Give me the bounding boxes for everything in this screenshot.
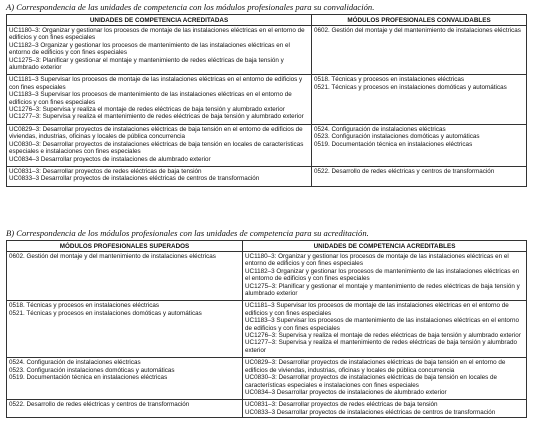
section-a-header-modules: MÓDULOS PROFESIONALES CONVALIDABLES	[312, 15, 527, 26]
competencies-cell	[243, 252, 527, 301]
table-row	[7, 124, 527, 166]
competencies-cell	[243, 400, 527, 418]
module-item: 0523. Configuración instalaciones domóticas y automáticas	[9, 366, 175, 374]
module-item: 0524. Configuración de instalaciones eléctricas	[9, 359, 141, 367]
competency-unit: UC0834–3 Desarrollar proyectos de instalaciones de alumbrado exterior	[245, 388, 447, 396]
competency-unit: UC1277–3: Supervisa y realiza el mantenimiento de redes eléctricas de baja tensión y alumbrado exterior	[245, 339, 517, 354]
section-b-header-modules: MÓDULOS PROFESIONALES SUPERADOS	[7, 241, 243, 252]
modules-cell	[7, 301, 243, 358]
section-a-heading: A) Correspondencia de las unidades de competencia con los módulos profesionales para su convalidación.	[6, 2, 375, 12]
competency-unit: UC0833–3 Desarrollar proyectos de instalaciones eléctricas de centros de transformación	[245, 408, 496, 416]
section-a-header-competencies: UNIDADES DE COMPETENCIA ACREDITADAS	[7, 15, 312, 26]
competency-unit: UC1180–3: Organizar y gestionar los procesos de montaje de las instalaciones eléctricas en el entorno de edificios y con fines especiales	[9, 27, 305, 42]
competency-unit: UC1277–3: Supervisa y realiza el mantenimiento de redes eléctricas de baja tensión y alumbrado exterior	[9, 113, 304, 121]
module-item: 0522. Desarrollo de redes eléctricas y centros de transformación	[9, 401, 190, 409]
module-item: 0523. Configuración instalaciones domóticas y automáticas	[314, 133, 480, 141]
module-item: 0519. Documentación técnica en instalaciones eléctricas	[9, 374, 168, 382]
table-row	[7, 166, 527, 186]
module-item: 0519. Documentación técnica en instalaciones eléctricas	[314, 140, 473, 148]
module-item: 0518. Técnicas y procesos en instalaciones eléctricas	[9, 302, 160, 310]
competency-unit: UC0831–3: Desarrollar proyectos de redes eléctricas de baja tensión	[245, 401, 438, 409]
competency-unit: UC0834–3 Desarrollar proyectos de instalaciones de alumbrado exterior	[9, 155, 211, 163]
modules-cell	[7, 252, 243, 301]
competencies-cell	[7, 26, 312, 75]
module-item: 0602. Gestión del montaje y del mantenimiento de instalaciones eléctricas	[9, 253, 216, 260]
competency-unit: UC1275–3: Planificar y gestionar el montaje y mantenimiento de redes eléctricas de baja tensión y alumbrado exterior	[9, 56, 284, 72]
section-a-header-row	[7, 15, 527, 26]
competency-unit: UC0829–3: Desarrollar proyectos de instalaciones eléctricas de baja tensión en el entorno de edificios de viviendas, industrias, oficinas y locales de pública concurrencia	[9, 125, 303, 141]
competencies-cell	[7, 75, 312, 124]
module-item: 0522. Desarrollo de redes eléctricas y centros de transformación	[314, 167, 495, 175]
module-item: 0602. Gestión del montaje y del mantenimiento de instalaciones eléctricas	[314, 27, 521, 34]
competencies-cell	[7, 166, 312, 186]
module-item: 0521. Técnicas y procesos en instalaciones domóticas y automáticas	[314, 83, 507, 91]
modules-cell	[312, 26, 527, 75]
modules-cell	[312, 75, 527, 124]
table-row	[7, 26, 527, 75]
module-item: 0521. Técnicas y procesos en instalaciones domóticas y automáticas	[9, 309, 202, 317]
table-row	[7, 358, 527, 400]
table-row	[7, 75, 527, 124]
section-b-heading: B) Correspondencia de los módulos profesionales con las unidades de competencia para su acreditación.	[6, 228, 369, 238]
modules-cell	[7, 358, 243, 400]
section-b-header-competencies: UNIDADES DE COMPETENCIA ACREDITABLES	[243, 241, 527, 252]
section-b-table	[6, 240, 527, 418]
modules-cell	[7, 400, 243, 418]
competency-unit: UC1180–3: Organizar y gestionar los procesos de montaje de las instalaciones eléctricas en el entorno de edificios y con fines especiales	[245, 253, 509, 268]
module-item: 0518. Técnicas y procesos en instalaciones eléctricas	[314, 76, 465, 84]
competency-unit: UC1276–3: Supervisa y realiza el montaje de redes eléctricas de baja tensión y alumbrado exterior	[245, 332, 521, 340]
competency-unit: UC0830–3: Desarrollar proyectos de instalaciones eléctricas de baja tensión en locales de características especiales e instalaciones con fines especiales	[245, 374, 498, 389]
competency-unit: UC1181–3 Supervisar los procesos de montaje de las instalaciones eléctricas en el entorno de edificios y con fines especiales	[9, 76, 303, 91]
competencies-cell	[7, 124, 312, 166]
competency-unit: UC1183–3 Supervisar los procesos de mantenimiento de las instalaciones eléctricas en el entorno de edificios y con fines especiales	[9, 91, 292, 106]
competency-unit: UC0830–3: Desarrollar proyectos de instalaciones eléctricas de baja tensión en locales de características especiales e instalaciones con fines especiales	[9, 140, 304, 156]
competency-unit: UC1181–3 Supervisar los procesos de montaje de las instalaciones eléctricas en el entorno de edificios y con fines especiales	[245, 302, 509, 317]
competencies-cell	[243, 358, 527, 400]
table-row	[7, 301, 527, 358]
modules-cell	[312, 124, 527, 166]
competency-unit: UC0833–3 Desarrollar proyectos de instalaciones eléctricas de centros de transformación	[9, 175, 260, 183]
competency-unit: UC0829–3: Desarrollar proyectos de instalaciones eléctricas de baja tensión en el entorno de edificios de viviendas, industrias, oficinas y locales de pública concurrencia	[245, 359, 506, 374]
competency-unit: UC0831–3: Desarrollar proyectos de redes eléctricas de baja tensión	[9, 167, 202, 175]
table-row	[7, 400, 527, 418]
competency-unit: UC1183–3 Supervisar los procesos de mantenimiento de las instalaciones eléctricas en el entorno de edificios y con fines especiales	[245, 317, 519, 332]
competencies-cell	[243, 301, 527, 358]
competency-unit: UC1276–3: Supervisa y realiza el montaje de redes eléctricas de baja tensión y alumbrado exterior	[9, 106, 285, 114]
module-item: 0524. Configuración de instalaciones eléctricas	[314, 125, 446, 133]
section-a-table	[6, 14, 527, 187]
table-row	[7, 252, 527, 301]
competency-unit: UC1182–3 Organizar y gestionar los procesos de mantenimiento de las instalaciones eléctricas en el entorno de edificios y con fines especiales	[9, 41, 290, 57]
competency-unit: UC1182–3 Organizar y gestionar los procesos de mantenimiento de las instalaciones eléctricas en el entorno de edificios y con fines especiales	[245, 267, 520, 283]
section-b-header-row	[7, 241, 527, 252]
modules-cell	[312, 166, 527, 186]
competency-unit: UC1275–3: Planificar y gestionar el montaje y mantenimiento de redes eléctricas de baja tensión y alumbrado exterior	[245, 282, 520, 298]
